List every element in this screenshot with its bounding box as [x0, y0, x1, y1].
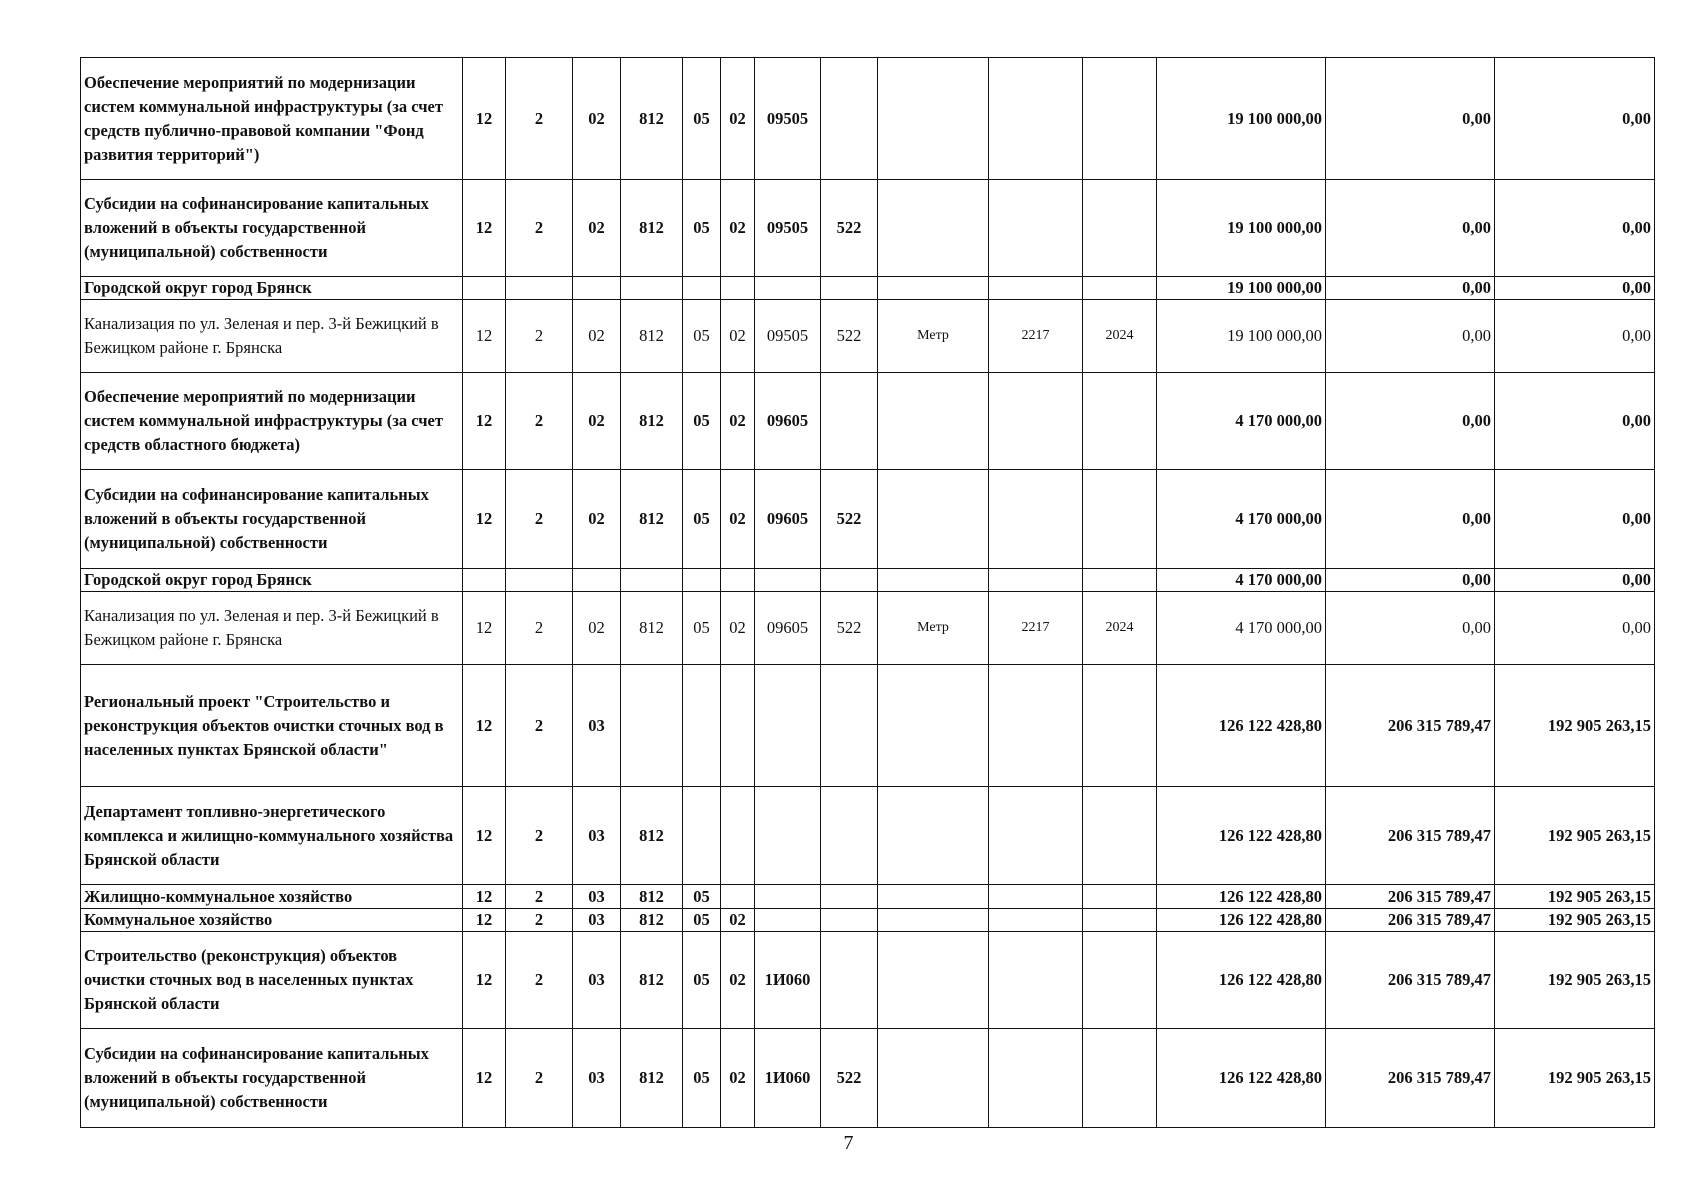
cell-year: 2024	[1083, 300, 1157, 373]
cell-amount: 126 122 428,80	[1157, 787, 1326, 885]
cell-code: 02	[573, 470, 621, 569]
table-row	[81, 373, 1655, 470]
cell-code: 12	[463, 885, 506, 909]
cell-amount: 19 100 000,00	[1157, 180, 1326, 277]
cell-code: 2	[506, 909, 573, 932]
cell-amount: 4 170 000,00	[1157, 373, 1326, 470]
cell-amount: 206 315 789,47	[1326, 885, 1495, 909]
cell-code: 05	[683, 180, 721, 277]
cell-code: 812	[621, 909, 683, 932]
cell-amount: 0,00	[1326, 277, 1495, 300]
cell-unit	[878, 373, 989, 470]
cell-code: 2	[506, 470, 573, 569]
cell-code: 12	[463, 787, 506, 885]
cell-year	[1083, 569, 1157, 592]
cell-code	[989, 180, 1083, 277]
cell-amount: 4 170 000,00	[1157, 470, 1326, 569]
cell-unit	[878, 180, 989, 277]
cell-amount: 206 315 789,47	[1326, 665, 1495, 787]
cell-code: 12	[463, 1029, 506, 1128]
cell-amount: 0,00	[1326, 569, 1495, 592]
cell-code: 02	[721, 300, 755, 373]
cell-code	[683, 787, 721, 885]
cell-year	[1083, 180, 1157, 277]
cell-code	[821, 277, 878, 300]
cell-code: 05	[683, 932, 721, 1029]
cell-code	[989, 787, 1083, 885]
cell-code: 522	[821, 470, 878, 569]
cell-code: 02	[721, 592, 755, 665]
cell-code	[989, 909, 1083, 932]
cell-code: 03	[573, 932, 621, 1029]
cell-code	[755, 277, 821, 300]
cell-code: 2217	[989, 300, 1083, 373]
cell-code: 2	[506, 885, 573, 909]
cell-code	[463, 569, 506, 592]
cell-code: 05	[683, 58, 721, 180]
cell-amount: 0,00	[1495, 592, 1655, 665]
row-name: Канализация по ул. Зеленая и пер. 3-й Бежицкий в Бежицком районе г. Брянска	[81, 300, 463, 373]
table-row	[81, 909, 1655, 932]
cell-code	[755, 665, 821, 787]
cell-code: 02	[721, 180, 755, 277]
cell-year	[1083, 932, 1157, 1029]
cell-code	[755, 569, 821, 592]
cell-code: 03	[573, 885, 621, 909]
cell-amount: 192 905 263,15	[1495, 885, 1655, 909]
cell-amount: 206 315 789,47	[1326, 1029, 1495, 1128]
table-row	[81, 58, 1655, 180]
cell-code: 02	[573, 180, 621, 277]
cell-amount: 0,00	[1495, 180, 1655, 277]
cell-unit	[878, 277, 989, 300]
cell-amount: 0,00	[1495, 300, 1655, 373]
cell-code: 12	[463, 300, 506, 373]
row-name: Региональный проект "Строительство и реконструкция объектов очистки сточных вод в населенных пунктах Брянской области"	[81, 665, 463, 787]
cell-code: 2	[506, 592, 573, 665]
row-name: Жилищно-коммунальное хозяйство	[81, 885, 463, 909]
cell-code	[989, 665, 1083, 787]
cell-year	[1083, 470, 1157, 569]
cell-amount: 19 100 000,00	[1157, 300, 1326, 373]
cell-amount: 126 122 428,80	[1157, 885, 1326, 909]
cell-code: 02	[721, 373, 755, 470]
cell-amount: 0,00	[1326, 300, 1495, 373]
cell-code	[683, 569, 721, 592]
cell-amount: 0,00	[1326, 58, 1495, 180]
cell-code: 12	[463, 909, 506, 932]
table-row	[81, 277, 1655, 300]
cell-amount: 4 170 000,00	[1157, 569, 1326, 592]
table-row	[81, 300, 1655, 373]
cell-code: 522	[821, 592, 878, 665]
cell-code	[989, 58, 1083, 180]
budget-table	[80, 57, 1655, 1128]
cell-amount: 206 315 789,47	[1326, 787, 1495, 885]
cell-code: 05	[683, 909, 721, 932]
cell-code	[989, 932, 1083, 1029]
cell-code	[821, 885, 878, 909]
cell-code: 02	[573, 592, 621, 665]
cell-year	[1083, 58, 1157, 180]
row-name: Субсидии на софинансирование капитальных вложений в объекты государственной (муниципальной) собственности	[81, 180, 463, 277]
cell-amount: 0,00	[1326, 470, 1495, 569]
cell-code: 2	[506, 373, 573, 470]
cell-unit	[878, 885, 989, 909]
cell-code	[755, 885, 821, 909]
cell-code: 05	[683, 885, 721, 909]
cell-code: 812	[621, 787, 683, 885]
cell-code: 2	[506, 180, 573, 277]
cell-amount: 0,00	[1495, 569, 1655, 592]
cell-year	[1083, 665, 1157, 787]
cell-code	[821, 569, 878, 592]
cell-code: 12	[463, 932, 506, 1029]
cell-code: 522	[821, 180, 878, 277]
row-name: Коммунальное хозяйство	[81, 909, 463, 932]
cell-code: 12	[463, 592, 506, 665]
row-name: Субсидии на софинансирование капитальных вложений в объекты государственной (муниципальной) собственности	[81, 470, 463, 569]
cell-code: 03	[573, 787, 621, 885]
cell-code: 02	[573, 373, 621, 470]
cell-code	[573, 277, 621, 300]
row-name: Городской округ город Брянск	[81, 277, 463, 300]
cell-code	[821, 932, 878, 1029]
page-number: 7	[843, 1132, 854, 1154]
row-name: Обеспечение мероприятий по модернизации систем коммунальной инфраструктуры (за счет средств публично-правовой компании "Фонд развития территорий")	[81, 58, 463, 180]
cell-unit: Метр	[878, 592, 989, 665]
cell-unit	[878, 665, 989, 787]
cell-year	[1083, 373, 1157, 470]
table-row	[81, 787, 1655, 885]
cell-code: 09605	[755, 592, 821, 665]
cell-code	[621, 277, 683, 300]
cell-code: 09605	[755, 470, 821, 569]
cell-code: 812	[621, 180, 683, 277]
row-name: Субсидии на софинансирование капитальных вложений в объекты государственной (муниципальной) собственности	[81, 1029, 463, 1128]
cell-amount: 0,00	[1495, 470, 1655, 569]
cell-code	[621, 665, 683, 787]
cell-year	[1083, 277, 1157, 300]
cell-code: 812	[621, 592, 683, 665]
table-row	[81, 665, 1655, 787]
cell-code: 05	[683, 300, 721, 373]
cell-amount: 4 170 000,00	[1157, 592, 1326, 665]
cell-code	[821, 373, 878, 470]
cell-amount: 206 315 789,47	[1326, 932, 1495, 1029]
cell-code	[721, 569, 755, 592]
cell-code: 09605	[755, 373, 821, 470]
cell-code: 522	[821, 1029, 878, 1128]
cell-amount: 0,00	[1326, 373, 1495, 470]
cell-amount: 19 100 000,00	[1157, 58, 1326, 180]
cell-amount: 206 315 789,47	[1326, 909, 1495, 932]
cell-code	[821, 909, 878, 932]
cell-code	[683, 277, 721, 300]
table-row	[81, 569, 1655, 592]
cell-code	[755, 787, 821, 885]
cell-year	[1083, 787, 1157, 885]
cell-amount: 192 905 263,15	[1495, 909, 1655, 932]
cell-code	[573, 569, 621, 592]
cell-code: 2	[506, 1029, 573, 1128]
cell-unit: Метр	[878, 300, 989, 373]
table-row	[81, 932, 1655, 1029]
cell-unit	[878, 58, 989, 180]
cell-code	[821, 58, 878, 180]
cell-code: 02	[573, 300, 621, 373]
cell-code: 812	[621, 373, 683, 470]
cell-code: 812	[621, 932, 683, 1029]
cell-unit	[878, 787, 989, 885]
cell-amount: 192 905 263,15	[1495, 932, 1655, 1029]
cell-code	[506, 277, 573, 300]
cell-code: 12	[463, 665, 506, 787]
cell-code: 812	[621, 300, 683, 373]
cell-unit	[878, 932, 989, 1029]
cell-amount: 126 122 428,80	[1157, 932, 1326, 1029]
cell-code	[506, 569, 573, 592]
cell-amount: 0,00	[1326, 180, 1495, 277]
cell-code: 02	[721, 909, 755, 932]
cell-code	[721, 277, 755, 300]
cell-code: 2	[506, 665, 573, 787]
cell-amount: 126 122 428,80	[1157, 909, 1326, 932]
table-row	[81, 180, 1655, 277]
cell-code	[989, 373, 1083, 470]
row-name: Городской округ город Брянск	[81, 569, 463, 592]
cell-code: 02	[573, 58, 621, 180]
cell-code: 812	[621, 885, 683, 909]
cell-code: 05	[683, 1029, 721, 1128]
cell-code	[989, 277, 1083, 300]
cell-code: 03	[573, 1029, 621, 1128]
cell-code: 02	[721, 1029, 755, 1128]
row-name: Строительство (реконструкция) объектов очистки сточных вод в населенных пунктах Брянской области	[81, 932, 463, 1029]
cell-code: 812	[621, 1029, 683, 1128]
cell-year	[1083, 1029, 1157, 1128]
row-name: Канализация по ул. Зеленая и пер. 3-й Бежицкий в Бежицком районе г. Брянска	[81, 592, 463, 665]
cell-code: 12	[463, 470, 506, 569]
cell-year	[1083, 909, 1157, 932]
cell-code	[683, 665, 721, 787]
table-row	[81, 592, 1655, 665]
cell-unit	[878, 1029, 989, 1128]
cell-code	[463, 277, 506, 300]
cell-code: 02	[721, 58, 755, 180]
cell-code: 09505	[755, 58, 821, 180]
cell-code: 05	[683, 592, 721, 665]
cell-code	[989, 885, 1083, 909]
cell-code	[621, 569, 683, 592]
cell-code: 2	[506, 932, 573, 1029]
cell-code: 2	[506, 300, 573, 373]
cell-code: 812	[621, 58, 683, 180]
cell-code	[755, 909, 821, 932]
cell-code	[721, 787, 755, 885]
cell-amount: 126 122 428,80	[1157, 1029, 1326, 1128]
table-row	[81, 1029, 1655, 1128]
cell-code: 03	[573, 665, 621, 787]
cell-code: 1И060	[755, 932, 821, 1029]
cell-code	[989, 470, 1083, 569]
cell-amount: 0,00	[1495, 277, 1655, 300]
cell-code: 02	[721, 932, 755, 1029]
cell-amount: 192 905 263,15	[1495, 1029, 1655, 1128]
cell-code	[721, 885, 755, 909]
cell-amount: 0,00	[1326, 592, 1495, 665]
cell-code: 12	[463, 180, 506, 277]
cell-amount: 126 122 428,80	[1157, 665, 1326, 787]
cell-code	[989, 1029, 1083, 1128]
cell-amount: 192 905 263,15	[1495, 665, 1655, 787]
row-name: Обеспечение мероприятий по модернизации систем коммунальной инфраструктуры (за счет средств областного бюджета)	[81, 373, 463, 470]
cell-code: 1И060	[755, 1029, 821, 1128]
cell-code: 03	[573, 909, 621, 932]
cell-code: 2	[506, 58, 573, 180]
cell-code: 05	[683, 373, 721, 470]
cell-code: 12	[463, 373, 506, 470]
cell-unit	[878, 470, 989, 569]
cell-code	[821, 787, 878, 885]
table-row	[81, 885, 1655, 909]
cell-code	[721, 665, 755, 787]
cell-unit	[878, 569, 989, 592]
cell-code: 812	[621, 470, 683, 569]
cell-code: 522	[821, 300, 878, 373]
cell-code: 2217	[989, 592, 1083, 665]
cell-code	[821, 665, 878, 787]
cell-amount: 19 100 000,00	[1157, 277, 1326, 300]
cell-code: 02	[721, 470, 755, 569]
table-row	[81, 470, 1655, 569]
cell-code	[989, 569, 1083, 592]
cell-code: 2	[506, 787, 573, 885]
cell-year: 2024	[1083, 592, 1157, 665]
cell-unit	[878, 909, 989, 932]
cell-amount: 192 905 263,15	[1495, 787, 1655, 885]
cell-code: 09505	[755, 300, 821, 373]
row-name: Департамент топливно-энергетического комплекса и жилищно-коммунального хозяйства Брянской области	[81, 787, 463, 885]
cell-code: 12	[463, 58, 506, 180]
cell-amount: 0,00	[1495, 373, 1655, 470]
cell-amount: 0,00	[1495, 58, 1655, 180]
cell-code: 09505	[755, 180, 821, 277]
cell-year	[1083, 885, 1157, 909]
cell-code: 05	[683, 470, 721, 569]
